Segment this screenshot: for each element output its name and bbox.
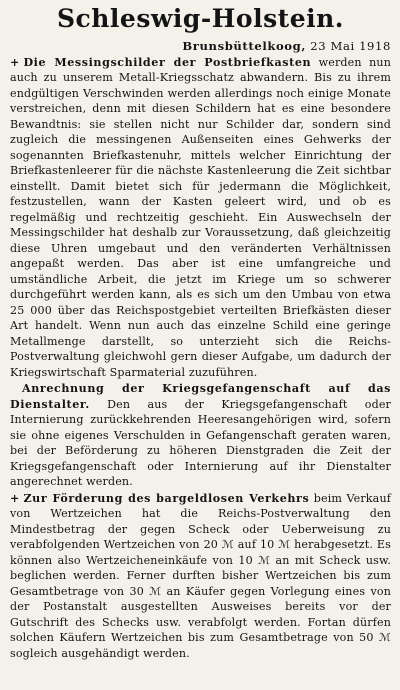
article-body: werden nun auch zu unserem Metall-Kriegsschatz abwandern. Bis zu ihrem endgültigen Verschwinden werden allerdings noch einige Monate verstreichen, denn mit diesen Schildern hat es eine besondere Bewandtnis: sie stellen nicht nur Schilder dar, sondern sind zugleich die messingenen Außenseiten eines Gehwerks der sogenannten Briefkastenuhr, mittels welcher Einrichtung der Briefkastenleerer für die nächste Kastenleerung die Zeit sichtbar einstellt. Damit bietet sich für jedermann die Möglichkeit, festzustellen, wann der Kasten geleert wird, und ob es regelmäßig und rechtzeitig geschieht. Ein Auswechseln der Messingschilder hat deshalb zur Voraussetzung, daß gleichzeitig diese Uhren umgebaut und den veränderten Verhältnissen angepaßt werden. Das aber ist eine umfangreiche und umständliche Arbeit, die jetzt im Kriege um so schwerer durchgeführt werden kann, als es sich um den Umbau von etwa 25 000 über das Reichspostgebiet verteilten Briefkästen dieser Art handelt. Wenn nun auch das einzelne Schild eine geringe Metallmenge darstellt, so unterzieht sich die Reichs-Postverwaltung gleichwohl gern dieser Aufgabe, um dadurch der Kriegswirtschaft Sparmaterial zuzuführen. bbox=[10, 55, 391, 379]
article-lead: Zur Förderung des bargeldlosen Verkehrs bbox=[23, 491, 310, 505]
article-marker: + bbox=[10, 55, 20, 69]
dateline bbox=[10, 39, 391, 55]
article-body: beim Verkauf von Wertzeichen hat die Reichs-Postverwaltung den Mindestbetrag der gegen Scheck oder Ueberweisung zu verabfolgenden Wertzeichen von 20 ℳ auf 10 ℳ herabgesetzt. Es können also Wertzeicheneinkäufe von 10 ℳ an mit Scheck usw. beglichen werden. Ferner durften bisher Wertzeichen bis zum Gesamtbetrage von 30 ℳ an Käufer gegen Vorlegung eines von der Postanstalt ausgestellten Ausweises bereits vor der Gutschrift des Schecks usw. verabfolgt werden. Fortan dürfen solchen Käufern Wertzeichen bis zum Gesamtbetrage von 50 ℳ sogleich ausgehändigt werden. bbox=[10, 491, 391, 660]
article-lead: Die Messingschilder der Postbriefkasten bbox=[23, 55, 312, 69]
headline: Schleswig-Holstein. bbox=[56, 4, 344, 33]
article-body: Den aus der Kriegsgefangenschaft oder Internierung zurückkehrenden Heeresangehörigen wird, sofern sie ohne eigenes Verschulden in Gefangenschaft geraten waren, bei der Beförderung zu höheren Dienstgraden die Zeit der Kriegsgefangenschaft oder Internierung auf ihr Dienstalter angerechnet werden. bbox=[10, 397, 391, 489]
article-kriegsgefangenschaft bbox=[10, 381, 391, 490]
article-marker: + bbox=[10, 491, 20, 505]
dateline-date: 23 Mai 1918 bbox=[310, 39, 391, 53]
article-bargeldloser-verkehr bbox=[10, 491, 391, 662]
article-lead: Anrechnung der Kriegsgefangenschaft auf das Dienstalter. bbox=[10, 382, 391, 411]
dateline-place: Brunsbüttelkoog, bbox=[182, 39, 306, 53]
article-messingschilder bbox=[10, 55, 391, 381]
